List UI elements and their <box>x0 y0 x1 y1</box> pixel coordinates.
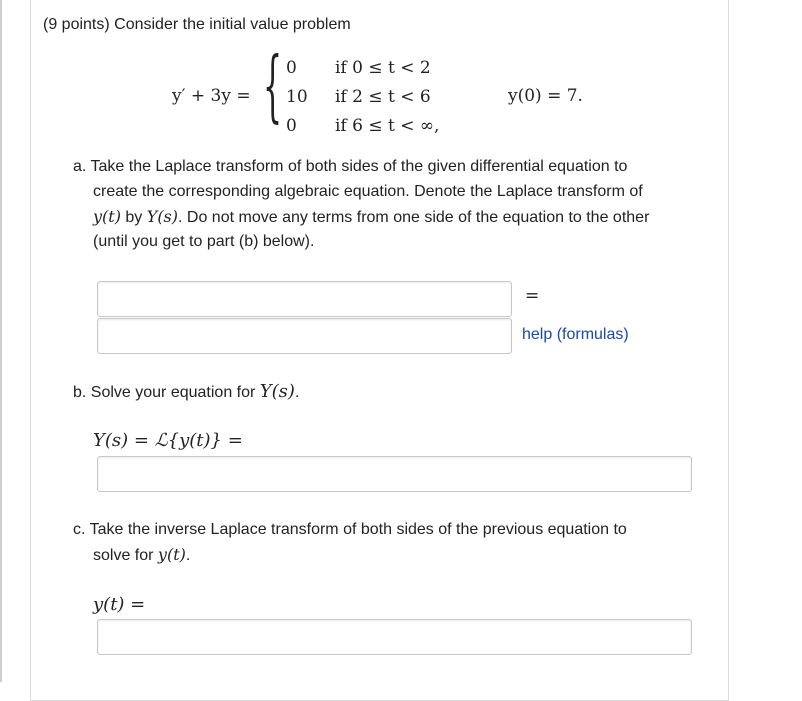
part-c-line-2-text: solve for <box>93 547 158 564</box>
part-c-line-2 <box>93 545 190 566</box>
problem-header: (9 points) Consider the initial value problem <box>43 16 351 33</box>
initial-condition: y(0) = 7. <box>508 86 583 106</box>
case-condition-2: if 2 ≤ t < 6 <box>335 87 431 107</box>
case-value-3: 0 <box>286 116 297 136</box>
part-a-line-3-rest: . Do not move any terms from one side of the equation to the other <box>178 209 650 226</box>
case-value-1: 0 <box>286 58 297 78</box>
laplace-lhs-input[interactable] <box>97 281 512 317</box>
part-b-equation: Y(s) = ℒ{y(t)} = <box>93 430 243 451</box>
case-value-2: 10 <box>286 87 308 107</box>
part-a-line-1: a. Take the Laplace transform of both sides of the given differential equation to <box>73 158 628 175</box>
window-left-edge <box>0 0 2 682</box>
part-a-line-4: (until you get to part (b) below). <box>93 233 315 250</box>
equals-sign: = <box>525 286 540 306</box>
problem-panel <box>30 0 729 701</box>
y-of-t-input[interactable] <box>97 619 692 655</box>
case-condition-3: if 6 ≤ t < ∞, <box>335 116 440 136</box>
part-b-var: Y(s) <box>259 381 295 402</box>
case-condition-1: if 0 ≤ t < 2 <box>335 58 431 78</box>
part-b-prompt <box>73 382 299 403</box>
help-formulas-link[interactable]: help (formulas) <box>522 326 629 343</box>
piecewise-brace: { <box>263 42 283 134</box>
part-b-prompt-end: . <box>294 384 300 401</box>
var-y-of-t: y(t) <box>93 207 121 226</box>
Y-of-s-input[interactable] <box>97 456 692 492</box>
var-Y-of-s: Y(s) <box>146 207 179 226</box>
part-c-var: y(t) <box>157 545 186 564</box>
part-a-by: by <box>120 209 147 226</box>
laplace-rhs-input[interactable] <box>97 318 512 354</box>
part-a-line-2: create the corresponding algebraic equation. Denote the Laplace transform of <box>93 183 643 200</box>
part-a-line-3 <box>93 207 649 228</box>
ode-lhs: y′ + 3y = <box>172 86 251 106</box>
part-c-line-2-end: . <box>185 547 191 564</box>
part-b-prompt-text: b. Solve your equation for <box>73 384 260 401</box>
part-c-line-1: c. Take the inverse Laplace transform of both sides of the previous equation to <box>73 521 627 538</box>
part-c-equation: y(t) = <box>93 594 146 615</box>
